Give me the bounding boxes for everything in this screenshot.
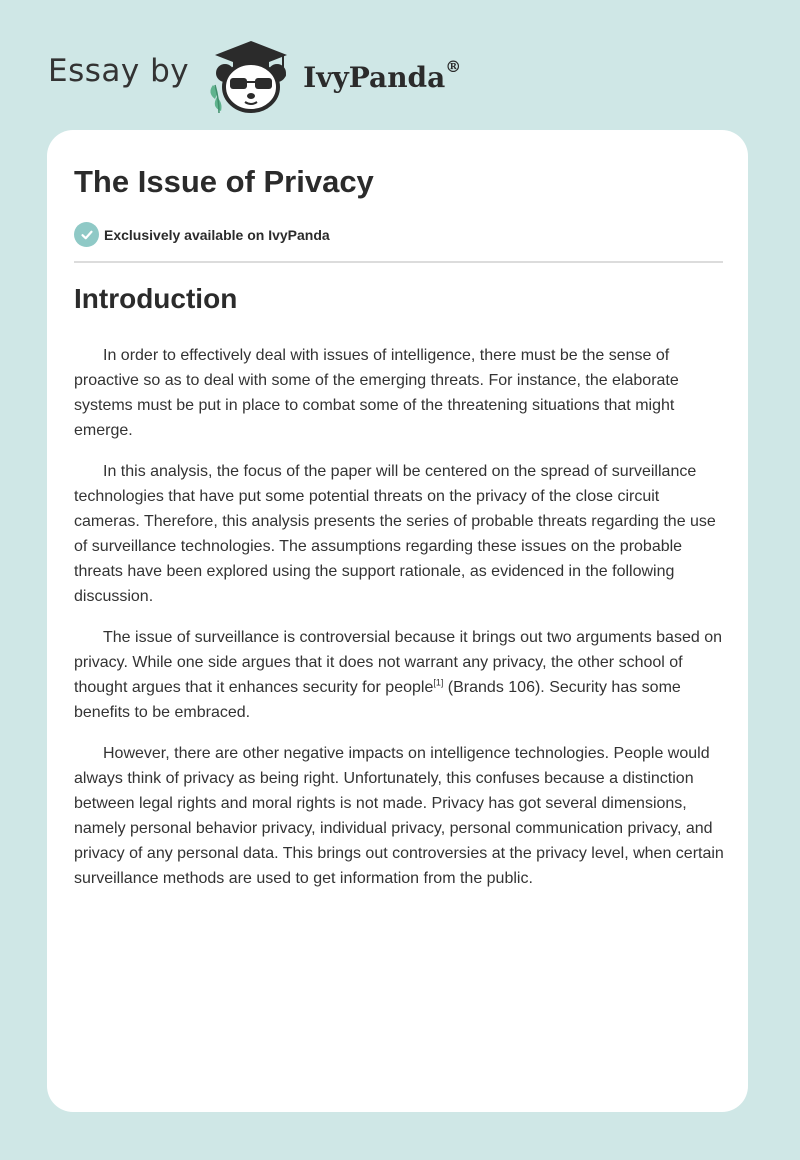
paragraph-4: However, there are other negative impacts on intelligence technologies. People would always think of privacy as being right. Unfortunately, this confuses because a distinction between legal rights and moral rights is not made. Privacy has got several dimensions, namely personal behavior privacy, individual privacy, personal communication privacy, and privacy of any personal data. This brings out controversies at the privacy level, when certain surveillance methods are used to get information from the public. bbox=[74, 745, 724, 887]
site-header bbox=[48, 30, 461, 120]
paragraph-1: In order to effectively deal with issues of intelligence, there must be the sense of proactive so as to deal with some of the emerging threats. For instance, the elaborate systems must be put in place to combat some of the threatening situations that might emerge. bbox=[74, 347, 679, 439]
divider bbox=[74, 261, 723, 263]
exclusive-badge bbox=[74, 222, 330, 247]
exclusive-badge-label: Exclusively available on IvyPanda bbox=[104, 226, 330, 243]
article-body bbox=[74, 343, 726, 907]
paragraph-3 bbox=[74, 625, 726, 725]
article-card bbox=[47, 130, 748, 1112]
registered-mark: ® bbox=[445, 57, 462, 77]
footnote-link[interactable]: [1] bbox=[433, 677, 444, 688]
panda-graduate-logo-icon[interactable] bbox=[203, 33, 299, 117]
section-heading-introduction: Introduction bbox=[74, 283, 238, 314]
brand-name[interactable] bbox=[303, 57, 462, 94]
paragraph-3-text-before: The issue of surveillance is controversial because it brings out two arguments based on privacy. While one side argues that it does not warrant any privacy, the other school of thought argues that it enhances security for people bbox=[74, 629, 722, 696]
essay-by-label: Essay by bbox=[48, 53, 190, 89]
paragraph-3-text-after: (Brands 106). Security has some benefits to be embraced. bbox=[74, 679, 681, 721]
brand-text: IvyPanda bbox=[303, 60, 446, 94]
paragraph-2: In this analysis, the focus of the paper will be centered on the spread of surveillance technologies that have put some potential threats on the privacy of the close circuit cameras. Therefore, this analysis presents the series of probable threats regarding the use of surveillance technologies. The assumptions regarding these issues on the probable threats have been explored using the support rationale, as evidenced in the following discussion. bbox=[74, 463, 716, 605]
checkmark-icon bbox=[74, 222, 99, 247]
page-title: The Issue of Privacy bbox=[74, 164, 374, 199]
